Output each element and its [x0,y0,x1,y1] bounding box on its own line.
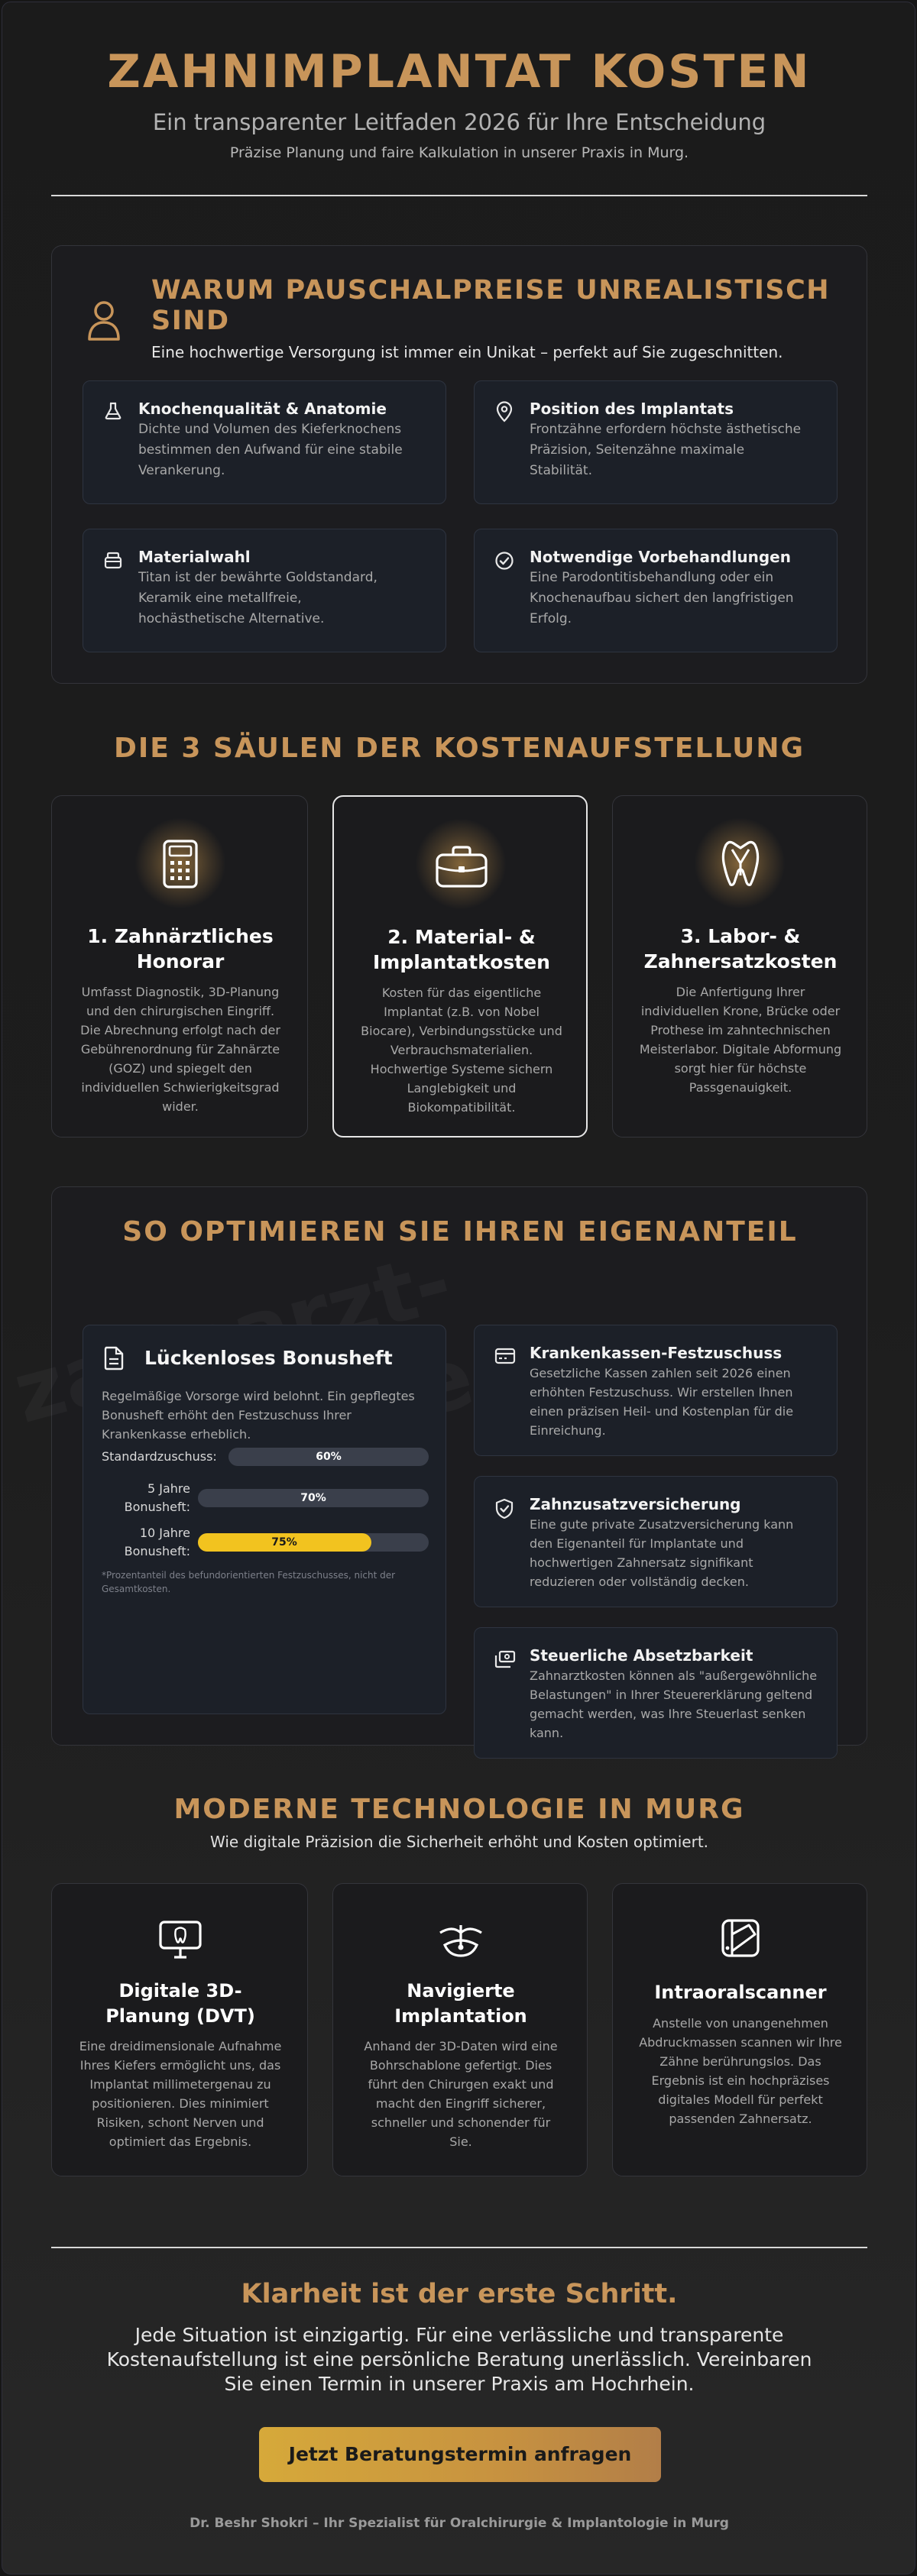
opt-item-title: Zahnzusatzversicherung [530,1495,741,1513]
why-item-position [474,380,838,504]
pillar-lab [612,795,867,1138]
monitor-icon [157,1919,203,1960]
card-icon [494,1347,516,1365]
pillar-title: 1. Zahnärztliches Honorar [87,925,274,972]
opt-item-supplementary-insurance [474,1476,838,1607]
opt-item-tax [474,1627,838,1759]
calculator-icon [162,839,199,889]
pillar-fee [51,795,308,1138]
closing-text: Jede Situation ist einzigartig. Für eine verlässliche und transparente Kostenaufstellung ist eine persönliche Beratung unerlässlich. Vereinbaren Sie einen Termin in unserer Praxis am Hochrhein. [106,2324,812,2395]
infographic-page [2,2,915,2574]
closing-title: Klarheit ist der erste Schritt. [241,2279,678,2309]
pillar-title: 2. Material- & Implantatkosten [373,926,550,973]
check-circle-icon [494,551,514,571]
tech-item-scanner [612,1883,867,2176]
bar-value: 60% [316,1451,342,1463]
opt-item-title: Steuerliche Absetzbarkeit [530,1646,753,1665]
tech-item-text: Eine dreidimensionale Aufnahme Ihres Kiefers ermöglicht uns, das Implantat millimetergenau zu positionieren. Dies minimiert Risiken, schont Nerven und optimiert das Ergebnis. [79,2039,282,2149]
why-item-text: Titan ist der bewährte Goldstandard, Keramik eine metallfreie, hochästhetische Alternative. [138,570,377,626]
pillar-title: 3. Labor- & Zahnersatzkosten [643,925,838,972]
bonus-title: Lückenloses Bonusheft [144,1347,393,1369]
briefcase-icon [435,844,488,888]
bar-label: 10 Jahre Bonusheft: [124,1526,190,1558]
tech-item-text: Anhand der 3D-Daten wird eine Bohrschablone gefertigt. Dies führt den Chirurgen exakt und macht den Eingriff sicherer, schneller und schonender für Sie. [364,2039,558,2149]
tech-item-title: Navigierte Implantation [394,1980,527,2027]
bonus-text: Regelmäßige Vorsorge wird belohnt. Ein gepflegtes Bonusheft erhöht den Festzuschuss Ihrer Krankenkasse erheblich. [102,1389,415,1442]
tech-item-title: Digitale 3D- Planung (DVT) [105,1980,255,2027]
page-tagline: Präzise Planung und faire Kalkulation in unserer Praxis in Murg. [229,144,689,161]
tooth-icon [718,837,763,888]
user-icon [87,299,121,341]
opt-item-text: Gesetzliche Kassen zahlen seit 2026 einen erhöhten Festzuschuss. Wir erstellen Ihnen einen präzisen Heil- und Kostenplan für die Einreichung. [530,1366,794,1438]
opt-item-title: Krankenkassen-Festzuschuss [530,1344,783,1362]
why-item-bone [83,380,446,504]
page-title: ZAHNIMPLANTAT KOSTEN [107,45,812,99]
why-item-title: Knochenqualität & Anatomie [138,400,387,418]
bar-label: Standardzuschuss: [102,1449,217,1464]
pillar-text: Die Anfertigung Ihrer individuellen Krone, Brücke oder Prothese im zahntechnischen Meisterlabor. Digitale Abformung sorgt hier für höchste Passgenauigkeit. [639,985,842,1095]
document-icon [103,1345,125,1371]
tech-item-navigated [332,1883,588,2176]
shield-check-icon [494,1498,514,1519]
bar-value: 75% [271,1536,297,1549]
opt-item-text: Zahnarztkosten können als "außergewöhnliche Belastungen" in Ihrer Steuererklärung geltend gemacht werden, was Ihre Steuerlast senken kann. [530,1668,818,1740]
drill-guide-icon [437,1922,484,1959]
bonus-card [83,1325,446,1714]
page-subtitle: Ein transparenter Leitfaden 2026 für Ihre Entscheidung [152,109,766,135]
optimize-title: SO OPTIMIEREN SIE IHREN EIGENANTEIL [122,1216,798,1248]
why-item-pretreatment [474,529,838,652]
tech-title: MODERNE TECHNOLOGIE IN MURG [173,1794,745,1825]
opt-item-health-insurance [474,1325,838,1456]
money-icon [494,1649,516,1669]
appointment-button[interactable]: Jetzt Beratungstermin anfragen [259,2427,661,2482]
flask-icon [103,401,123,421]
footer-credit: Dr. Beshr Shokri – Ihr Spezialist für Oralchirurgie & Implantologie in Murg [190,2516,729,2531]
tech-item-title: Intraoralscanner [654,1982,827,2003]
location-pin-icon [494,401,514,422]
box-icon [103,551,123,569]
why-item-title: Position des Implantats [530,400,734,418]
bar-value: 70% [300,1492,326,1504]
closing-divider [51,2247,867,2248]
pillar-material [332,795,588,1138]
why-item-text: Frontzähne erfordern höchste ästhetische Präzision, Seitenzähne maximale Stabilität. [530,422,802,478]
opt-item-text: Eine gute private Zusatzversicherung kann den Eigenanteil für Implantate und hochwertigen Zahnersatz signifikant reduzieren oder vollständig decken. [530,1517,794,1589]
pillars-title: DIE 3 SÄULEN DER KOSTENAUFSTELLUNG [113,733,805,764]
bar-label: 5 Jahre Bonusheft: [124,1481,190,1514]
bonus-footnote: *Prozentanteil des befundorientierten Festzuschusses, nicht der Gesamtkosten. [102,1570,396,1594]
tech-item-3d-planning [51,1883,308,2176]
pillar-text: Umfasst Diagnostik, 3D-Planung und den chirurgischen Eingriff. Die Abrechnung erfolgt nach der Gebührenordnung für Zahnärzte (GOZ) und spiegelt den individuellen Schwierigkeitsgrad wider. [80,985,280,1114]
scanner-icon [720,1917,761,1959]
optimize-panel [51,1186,867,1746]
why-item-text: Dichte und Volumen des Kieferknochens bestimmen den Aufwand für eine stabile Verankerung. [138,422,403,478]
header-divider [51,195,867,196]
why-title: WARUM PAUSCHALPREISE UNREALISTISCH SIND [151,275,831,336]
tech-item-text: Anstelle von unangenehmen Abdruckmassen scannen wir Ihre Zähne berührungslos. Das Ergebnis ist ein hochpräzises digitales Modell für perfekt passenden Zahnersatz. [639,2016,842,2126]
why-subtitle: Eine hochwertige Versorgung ist immer ein Unikat – perfekt auf Sie zugeschnitten. [151,343,783,361]
why-item-title: Materialwahl [138,548,251,566]
why-item-text: Eine Parodontitisbehandlung oder ein Knochenaufbau sichert den langfristigen Erfolg. [530,570,794,626]
pillar-text: Kosten für das eigentliche Implantat (z.B. von Nobel Biocare), Verbindungsstücke und Verbrauchsmaterialien. Hochwertige Systeme sichern Langlebigkeit und Biokompatibilität. [361,985,562,1115]
why-item-title: Notwendige Vorbehandlungen [530,548,791,566]
why-panel [51,245,867,684]
tech-subtitle: Wie digitale Präzision die Sicherheit erhöht und Kosten optimiert. [209,1833,709,1851]
why-item-material [83,529,446,652]
